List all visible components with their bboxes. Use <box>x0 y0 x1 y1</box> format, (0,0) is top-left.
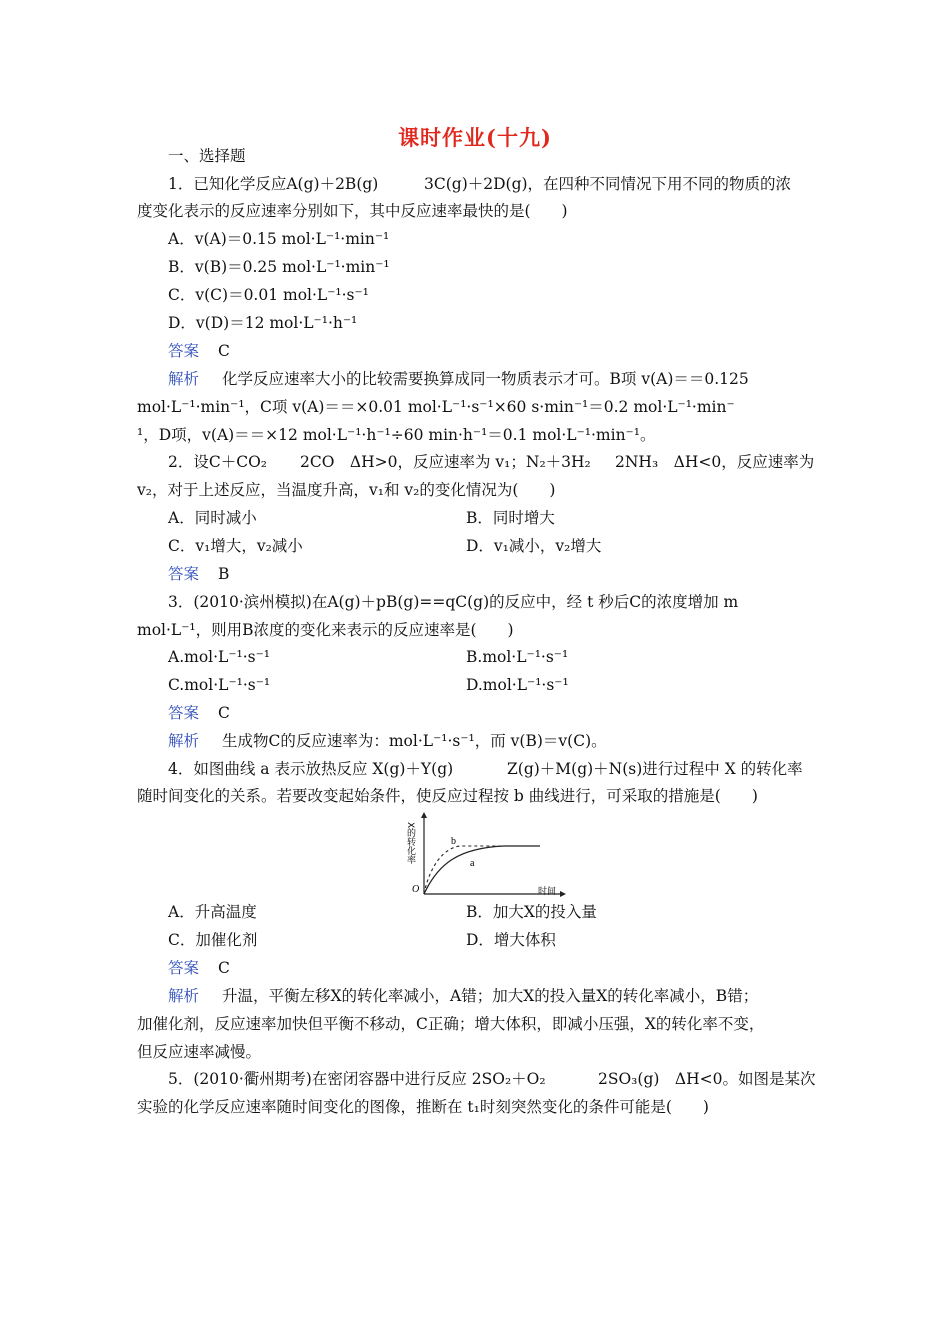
q1-analysis-line-2: mol·L⁻¹·min⁻¹，C项 v(A)＝＝×0.01 mol·L⁻¹·s⁻¹×60 s·min⁻¹＝0.2 mol·L⁻¹·min⁻ <box>137 398 735 416</box>
q1-stem-c: 度变化表示的反应速率分别如下，其中反应速率最快的是( ) <box>137 202 568 220</box>
q3-option-c: C.mol·L⁻¹·s⁻¹ <box>168 676 271 694</box>
origin-label: O <box>412 884 420 895</box>
q1-answer-label: 答案 <box>168 342 200 360</box>
q2-option-c: C．v₁增大，v₂减小 <box>168 537 303 555</box>
x-axis-arrow <box>560 891 566 897</box>
curve-a-label: a <box>470 858 475 869</box>
q1-option-d: D．v(D)＝12 mol·L⁻¹·h⁻¹ <box>168 314 358 332</box>
q3-answer-label: 答案 <box>168 704 200 722</box>
q5-stem-c: 实验的化学反应速率随时间变化的图像，推断在 t₁时刻突然变化的条件可能是( ) <box>137 1098 709 1116</box>
q4-option-a: A．升高温度 <box>168 903 257 921</box>
q4-answer: C <box>218 959 230 977</box>
q2-option-a: A．同时减小 <box>168 509 257 527</box>
q1-stem-b: 3C(g)＋2D(g)，在四种不同情况下用不同的物质的浓 <box>424 175 792 193</box>
q2-option-b: B．同时增大 <box>466 509 555 527</box>
q4-stem-c: 随时间变化的关系。若要改变起始条件，使反应过程按 b 曲线进行，可采取的措施是( ) <box>137 787 758 805</box>
q2-stem-c: 2NH₃ ΔH<0，反应速率为 <box>615 453 815 471</box>
q1-answer: C <box>218 342 230 360</box>
q1-analysis-line-3: ¹，D项，v(A)＝＝×12 mol·L⁻¹·h⁻¹÷60 min·h⁻¹＝0.1 mol·L⁻¹·min⁻¹。 <box>137 426 656 444</box>
q3-stem-a: 3．(2010·滨州模拟)在A(g)＋pB(g)==qC(g)的反应中，经 t 秒后C的浓度增加 m <box>168 593 739 611</box>
y-axis-arrow <box>421 812 427 818</box>
q5-stem-a: 5．(2010·衢州期考)在密闭容器中进行反应 2SO₂＋O₂ <box>168 1070 546 1088</box>
q1-option-b: B．v(B)＝0.25 mol·L⁻¹·min⁻¹ <box>168 258 390 276</box>
q4-analysis-line-2: 加催化剂，反应速率加快但平衡不移动，C正确；增大体积，即减小压强，X的转化率不变， <box>137 1015 765 1033</box>
q2-stem-a: 2．设C＋CO₂ <box>168 453 268 471</box>
q3-analysis-line-1: 生成物C的反应速率为：mol·L⁻¹·s⁻¹，而 v(B)＝v(C)。 <box>222 732 607 750</box>
q4-answer-label: 答案 <box>168 959 200 977</box>
q2-stem-b: 2CO ΔH>0，反应速率为 v₁；N₂＋3H₂ <box>300 453 591 471</box>
q3-analysis-label: 解析 <box>168 732 200 750</box>
q3-answer: C <box>218 704 230 722</box>
q3-stem-b: mol·L⁻¹，则用B浓度的变化来表示的反应速率是( ) <box>137 621 514 639</box>
q1-option-a: A．v(A)＝0.15 mol·L⁻¹·min⁻¹ <box>168 230 390 248</box>
q2-stem-d: v₂，对于上述反应，当温度升高，v₁和 v₂的变化情况为( ) <box>137 481 556 499</box>
q2-option-d: D．v₁减小，v₂增大 <box>466 537 602 555</box>
y-axis-label: X的转化率 <box>405 822 415 865</box>
q4-analysis-line-1: 升温，平衡左移X的转化率减小，A错；加大X的投入量X的转化率减小，B错； <box>222 987 759 1005</box>
q4-option-d: D．增大体积 <box>466 931 556 949</box>
q4-stem-b: Z(g)＋M(g)＋N(s)进行过程中 X 的转化率 <box>507 760 803 778</box>
x-axis-label: 时间 <box>538 887 557 897</box>
q3-option-b: B.mol·L⁻¹·s⁻¹ <box>466 648 569 666</box>
conversion-rate-figure <box>398 810 568 900</box>
q4-stem-a: 4．如图曲线 a 表示放热反应 X(g)＋Y(g) <box>168 760 454 778</box>
section-heading: 一、选择题 <box>168 147 246 165</box>
q3-option-a: A.mol·L⁻¹·s⁻¹ <box>168 648 270 666</box>
q1-option-c: C．v(C)＝0.01 mol·L⁻¹·s⁻¹ <box>168 286 369 304</box>
q3-option-d: D.mol·L⁻¹·s⁻¹ <box>466 676 569 694</box>
curve-b-label: b <box>451 836 456 847</box>
curve-a <box>424 846 540 894</box>
q4-analysis-line-3: 但反应速率减慢。 <box>137 1043 262 1061</box>
q4-analysis-label: 解析 <box>168 987 200 1005</box>
q1-analysis-label: 解析 <box>168 370 200 388</box>
page-title: 课时作业(十九) <box>398 125 552 150</box>
q1-analysis-line-1: 化学反应速率大小的比较需要换算成同一物质表示才可。B项 v(A)＝＝0.125 <box>222 370 749 388</box>
q4-option-c: C．加催化剂 <box>168 931 258 949</box>
q4-option-b: B．加大X的投入量 <box>466 903 597 921</box>
q5-stem-b: 2SO₃(g) ΔH<0。如图是某次 <box>598 1070 816 1088</box>
q2-answer: B <box>218 565 230 583</box>
q2-answer-label: 答案 <box>168 565 200 583</box>
q1-stem-a: 1．已知化学反应A(g)＋2B(g) <box>168 175 379 193</box>
